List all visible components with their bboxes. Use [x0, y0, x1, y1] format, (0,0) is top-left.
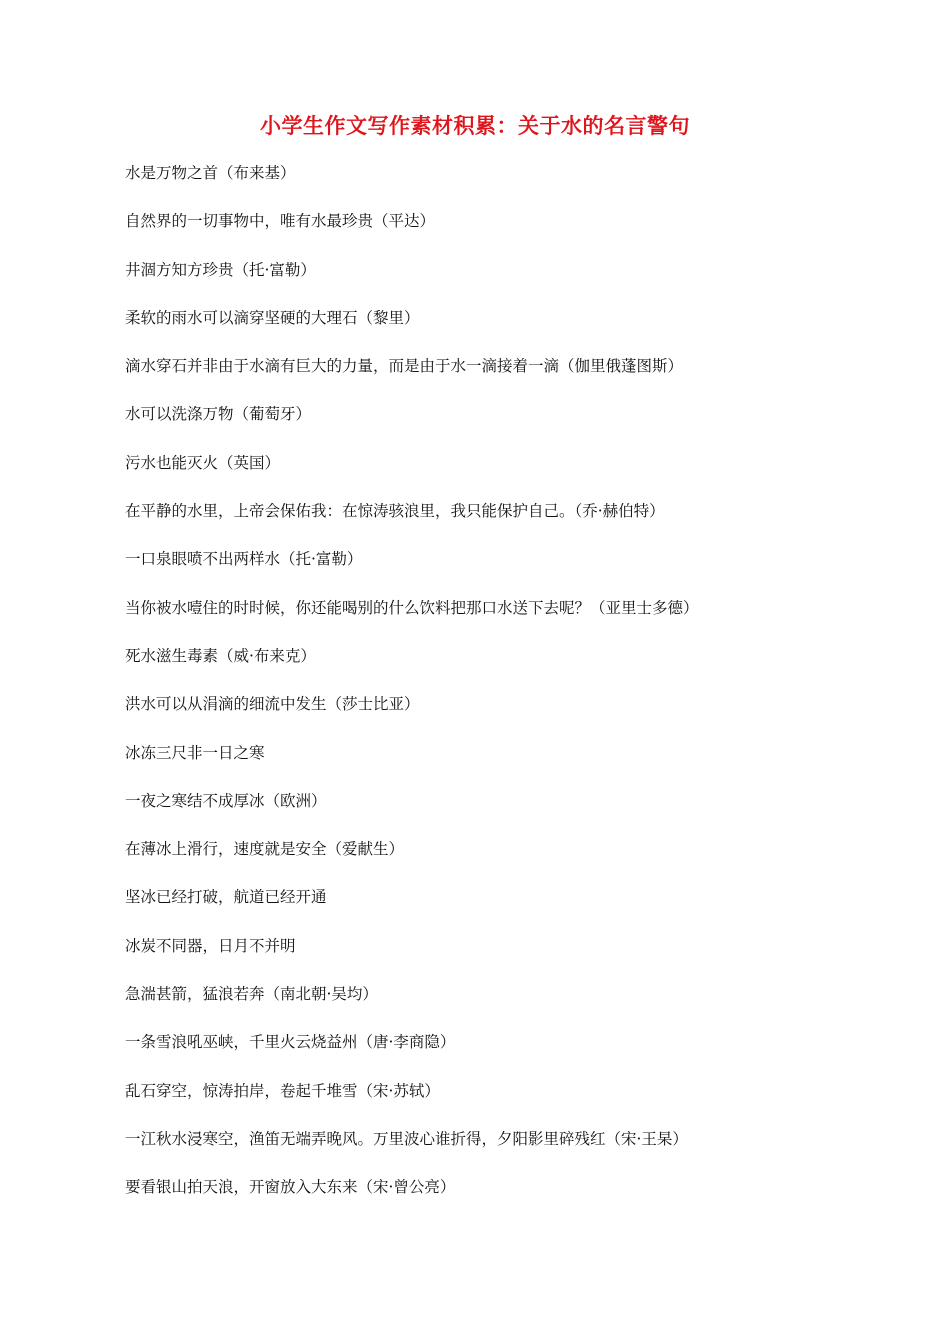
quote-line: 要看银山拍天浪，开窗放入大东来（宋·曾公亮）	[125, 1178, 456, 1197]
quote-line: 冰冻三尺非一日之寒	[125, 743, 265, 762]
quote-line: 乱石穿空，惊涛拍岸，卷起千堆雪（宋·苏轼）	[125, 1081, 440, 1100]
quote-line: 柔软的雨水可以滴穿坚硬的大理石（黎里）	[125, 308, 420, 327]
quote-line: 井涸方知方珍贵（托·富勒）	[125, 260, 316, 279]
quote-line: 自然界的一切事物中，唯有水最珍贵（平达）	[125, 212, 436, 231]
quote-line: 一条雪浪吼巫峡，千里火云烧益州（唐·李商隐）	[125, 1033, 456, 1052]
quote-line: 冰炭不同器，日月不并明	[125, 936, 296, 955]
quote-line: 水是万物之首（布来基）	[125, 164, 296, 182]
quote-line: 污水也能灭火（英国）	[125, 453, 281, 472]
quote-line: 坚冰已经打破，航道已经开通	[125, 888, 327, 907]
quote-line: 一江秋水浸寒空，渔笛无端弄晚风。万里波心谁折得，夕阳影里碎残红（宋·王杲）	[125, 1129, 688, 1148]
quote-line: 洪水可以从涓滴的细流中发生（莎士比亚）	[125, 695, 420, 714]
quote-list	[125, 160, 845, 1223]
quote-line: 滴水穿石并非由于水滴有巨大的力量，而是由于水一滴接着一滴（伽里俄蓬图斯）	[125, 357, 684, 376]
quote-line: 急湍甚箭，猛浪若奔（南北朝·吴均）	[125, 985, 378, 1004]
document-title: 小学生作文写作素材积累：关于水的名言警句	[260, 114, 690, 138]
quote-line: 当你被水噎住的时时候，你还能喝别的什么饮料把那口水送下去呢？（亚里士多德）	[125, 598, 699, 617]
quote-line: 水可以洗涤万物（葡萄牙）	[125, 405, 312, 424]
quote-line: 一口泉眼喷不出两样水（托·富勒）	[125, 550, 363, 569]
quote-line: 在平静的水里，上帝会保佑我：在惊涛骇浪里，我只能保护自己。（乔·赫伯特）	[125, 502, 665, 521]
quote-line: 一夜之寒结不成厚冰（欧洲）	[125, 791, 327, 810]
quote-line: 在薄冰上滑行，速度就是安全（爱献生）	[125, 840, 405, 859]
quote-line: 死水滋生毒素（威·布来克）	[125, 646, 316, 665]
